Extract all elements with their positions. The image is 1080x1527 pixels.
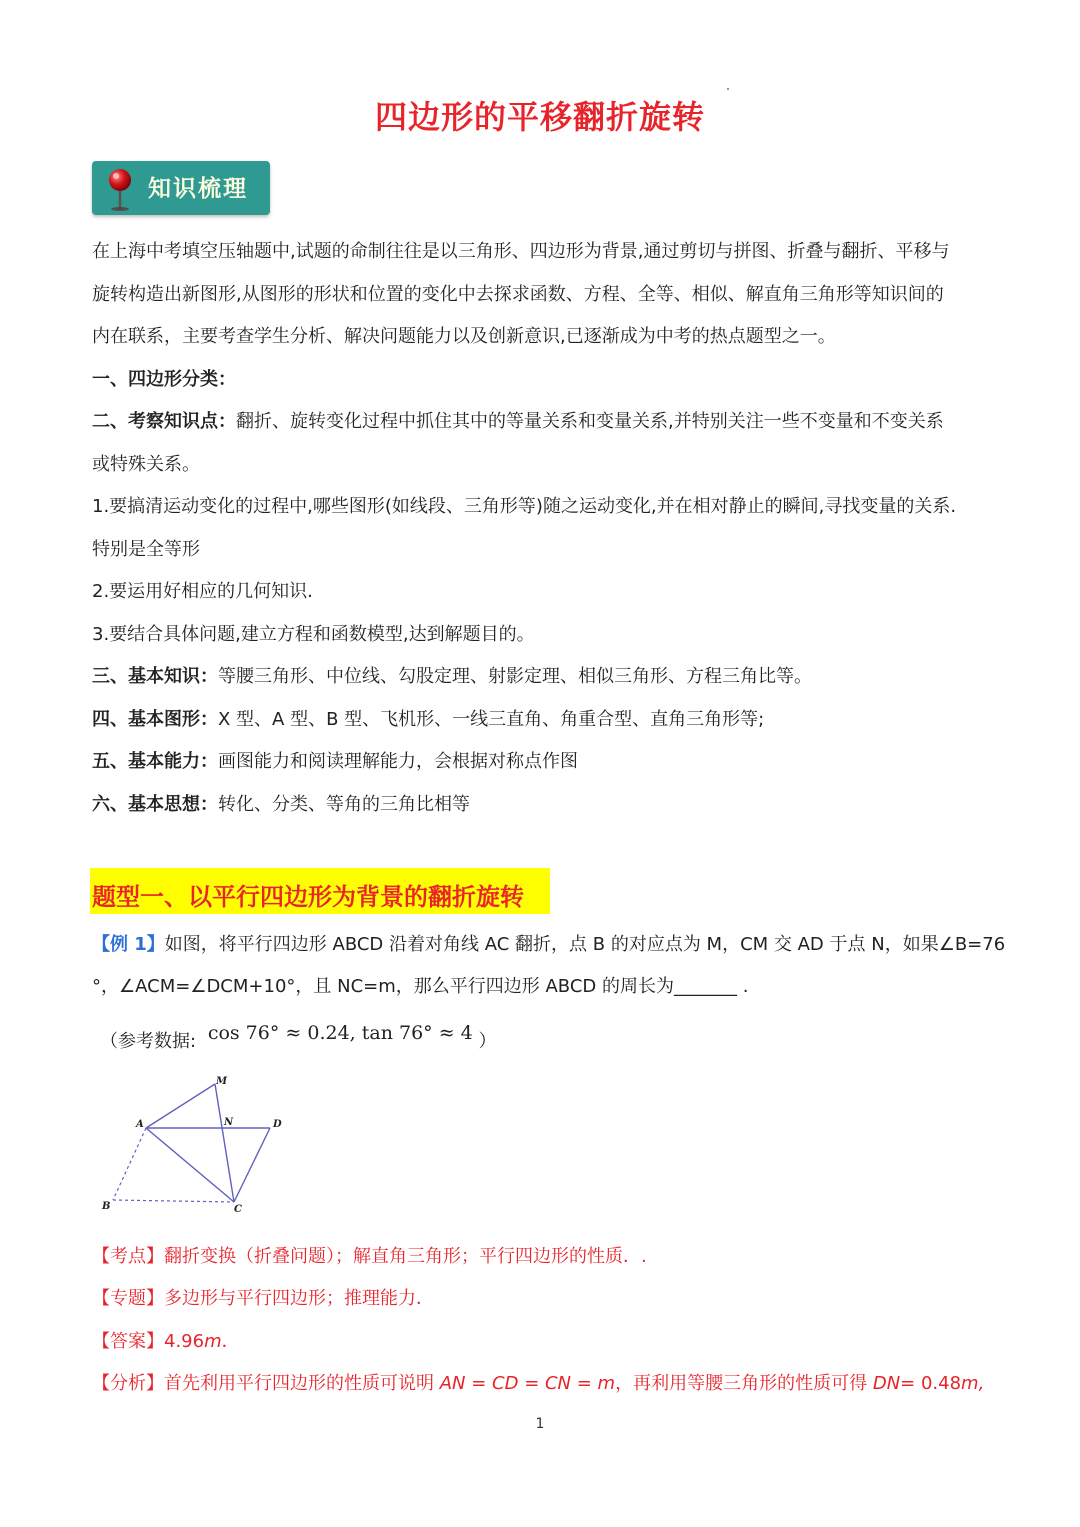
section-4 bbox=[92, 705, 764, 735]
section-2 bbox=[92, 407, 944, 437]
section-6-text: 转化、分类、等角的三角比相等 bbox=[218, 794, 470, 815]
page-number: 1 bbox=[535, 1416, 545, 1432]
section-3 bbox=[92, 662, 812, 692]
type-heading bbox=[90, 868, 550, 914]
zhuanti-line bbox=[92, 1284, 434, 1314]
section-1-label: 一、四边形分类： bbox=[92, 369, 236, 390]
kaodian-text: 翻折变换（折叠问题）；解直角三角形；平行四边形的性质．. bbox=[164, 1246, 647, 1267]
label-N: N bbox=[224, 1117, 234, 1128]
point-1: 1.要搞清运动变化的过程中,哪些图形(如线段、三角形等)随之运动变化,并在相对静止的瞬间,寻找变量的关系. bbox=[92, 496, 957, 517]
daan-line bbox=[92, 1327, 240, 1357]
reference-data bbox=[100, 1022, 497, 1056]
label-D: D bbox=[273, 1119, 282, 1130]
fenxi-text-b: ，再利用等腰三角形的性质可得 bbox=[615, 1373, 868, 1394]
section-5-label: 五、基本能力： bbox=[92, 751, 218, 772]
parallelogram-figure bbox=[98, 1070, 298, 1220]
example-line-1 bbox=[92, 930, 1005, 960]
label-A: A bbox=[136, 1119, 144, 1130]
fenxi-equation-1: AN = CD = CN = m bbox=[439, 1373, 616, 1394]
fenxi-text-a: 首先利用平行四边形的性质可说明 bbox=[164, 1373, 434, 1394]
section-2-label: 二、考察知识点： bbox=[92, 411, 236, 432]
reference-label: （参考数据: bbox=[100, 1031, 197, 1052]
point-1-cont: 特别是全等形 bbox=[92, 539, 200, 560]
stray-dot bbox=[727, 88, 729, 90]
daan-label: 【答案】 bbox=[92, 1331, 164, 1352]
section-banner bbox=[92, 161, 270, 215]
fenxi-label: 【分析】 bbox=[92, 1373, 164, 1394]
reference-close: ） bbox=[478, 1031, 497, 1052]
section-3-label: 三、基本知识： bbox=[92, 666, 218, 687]
label-M: M bbox=[216, 1076, 228, 1087]
section-1 bbox=[92, 365, 236, 395]
zhuanti-text: 多边形与平行四边形；推理能力． bbox=[164, 1288, 434, 1309]
type-heading-text: 题型一、以平行四边形为背景的翻折旋转 bbox=[92, 883, 524, 911]
section-4-label: 四、基本图形： bbox=[92, 709, 218, 730]
section-5 bbox=[92, 747, 578, 777]
point-3: 3.要结合具体问题,建立方程和函数模型,达到解题目的。 bbox=[92, 624, 535, 645]
fenxi-equation-2-val: = 0.48 bbox=[900, 1373, 962, 1394]
section-6-label: 六、基本思想： bbox=[92, 794, 218, 815]
point-2: 2.要运用好相应的几何知识. bbox=[92, 581, 313, 602]
section-2-cont: 或特殊关系。 bbox=[92, 454, 200, 475]
intro-line-2: 旋转构造出新图形,从图形的形状和位置的变化中去探求函数、方程、全等、相似、解直角三角形等知识间的 bbox=[92, 284, 944, 305]
fenxi-equation-2-end: m, bbox=[961, 1373, 985, 1394]
section-4-text: X 型、A 型、B 型、飞机形、一线三直角、角重合型、直角三角形等; bbox=[218, 709, 765, 730]
zhuanti-label: 【专题】 bbox=[92, 1288, 164, 1309]
example-line-2: °，∠ACM=∠DCM+10°，且 NC=m，那么平行四边形 ABCD 的周长为_______ . bbox=[92, 976, 749, 997]
section-5-text: 画图能力和阅读理解能力，会根据对称点作图 bbox=[218, 751, 578, 772]
reference-formula: cos 76° ≈ 0.24, tan 76° ≈ 4 bbox=[207, 1022, 473, 1044]
kaodian-line bbox=[92, 1242, 647, 1272]
page-title: 四边形的平移翻折旋转 bbox=[374, 98, 705, 136]
section-6 bbox=[92, 790, 470, 820]
label-C: C bbox=[234, 1204, 242, 1215]
label-B: B bbox=[102, 1201, 111, 1212]
section-2-text: 翻折、旋转变化过程中抓住其中的等量关系和变量关系,并特别关注一些不变量和不变关系 bbox=[236, 411, 944, 432]
daan-number: 4.96 bbox=[164, 1331, 205, 1352]
banner-label: 知识梳理 bbox=[148, 176, 248, 202]
section-3-text: 等腰三角形、中位线、勾股定理、射影定理、相似三角形、方程三角比等。 bbox=[218, 666, 812, 687]
daan-variable: m bbox=[204, 1331, 222, 1352]
daan-end: ． bbox=[221, 1331, 240, 1352]
intro-line-3: 内在联系，主要考查学生分析、解决问题能力以及创新意识,已逐渐成为中考的热点题型之一。 bbox=[92, 326, 836, 347]
intro-line-1: 在上海中考填空压轴题中,试题的命制往往是以三角形、四边形为背景,通过剪切与拼图、折叠与翻折、平移与 bbox=[92, 241, 950, 262]
fenxi-equation-2-var: DN bbox=[872, 1373, 901, 1394]
example-tag: 【例 1】 bbox=[92, 934, 165, 955]
pushpin-icon bbox=[100, 167, 140, 211]
example-text-1: 如图，将平行四边形 ABCD 沿着对角线 AC 翻折，点 B 的对应点为 M，CM 交 AD 于点 N，如果∠B=76 bbox=[164, 934, 1006, 955]
fenxi-line bbox=[92, 1369, 984, 1399]
kaodian-label: 【考点】 bbox=[92, 1246, 164, 1267]
